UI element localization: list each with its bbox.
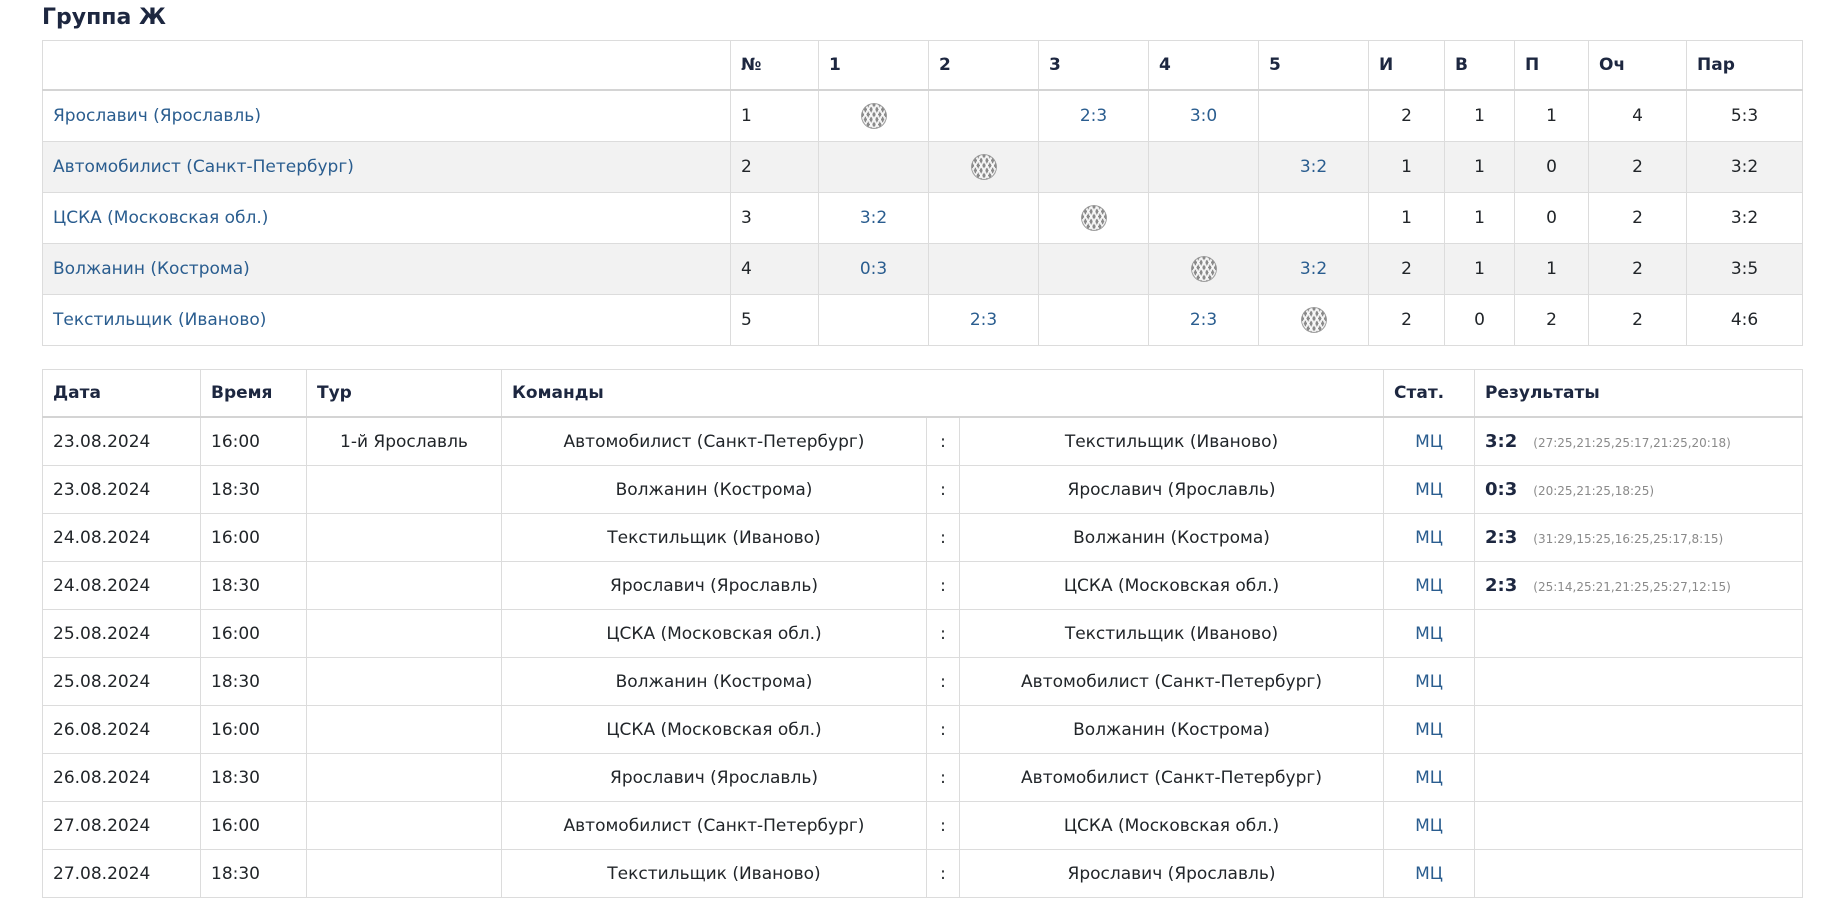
match-score-link[interactable]: 3:2 — [1259, 142, 1369, 193]
match-stat-link[interactable]: МЦ — [1384, 754, 1475, 802]
empty-cell — [819, 142, 929, 193]
standings-sets: 4:6 — [1687, 295, 1803, 346]
match-time: 16:00 — [201, 610, 307, 658]
empty-cell — [1259, 90, 1369, 142]
match-home-team: Текстильщик (Иваново) — [502, 514, 927, 562]
self-cell — [1149, 244, 1259, 295]
standings-header-col-2: 2 — [929, 41, 1039, 91]
team-link[interactable]: Текстильщик (Иваново) — [43, 295, 731, 346]
match-away-team: Ярославич (Ярославль) — [960, 466, 1384, 514]
standings-header-col-5: 5 — [1259, 41, 1369, 91]
match-home-team: Автомобилист (Санкт-Петербург) — [502, 417, 927, 466]
team-link[interactable]: ЦСКА (Московская обл.) — [43, 193, 731, 244]
standings-won: 1 — [1445, 142, 1515, 193]
match-set-scores: (31:29,15:25,16:25,25:17,8:15) — [1533, 532, 1724, 546]
standings-header-won: В — [1445, 41, 1515, 91]
standings-lost: 0 — [1515, 193, 1589, 244]
match-home-team: ЦСКА (Московская обл.) — [502, 706, 927, 754]
empty-cell — [929, 193, 1039, 244]
match-time: 16:00 — [201, 706, 307, 754]
match-home-team: Ярославич (Ярославль) — [502, 562, 927, 610]
standings-points: 2 — [1589, 244, 1687, 295]
match-away-team: ЦСКА (Московская обл.) — [960, 562, 1384, 610]
match-time: 18:30 — [201, 466, 307, 514]
match-date: 23.08.2024 — [43, 417, 201, 466]
standings-points: 4 — [1589, 90, 1687, 142]
self-cell — [819, 90, 929, 142]
match-separator: : — [927, 417, 960, 466]
standings-sets: 3:2 — [1687, 193, 1803, 244]
match-stat-link[interactable]: МЦ — [1384, 610, 1475, 658]
match-home-team: Текстильщик (Иваново) — [502, 850, 927, 898]
matches-header-tour: Тур — [307, 370, 502, 418]
standings-row — [43, 142, 1803, 193]
match-tour — [307, 562, 502, 610]
match-stat-link[interactable]: МЦ — [1384, 658, 1475, 706]
standings-lost: 1 — [1515, 244, 1589, 295]
match-stat-link[interactable]: МЦ — [1384, 850, 1475, 898]
match-away-team: Волжанин (Кострома) — [960, 514, 1384, 562]
match-score: 0:3 — [1485, 479, 1518, 500]
match-away-team: Автомобилист (Санкт-Петербург) — [960, 658, 1384, 706]
standings-points: 2 — [1589, 142, 1687, 193]
match-away-team: Текстильщик (Иваново) — [960, 610, 1384, 658]
empty-cell — [929, 244, 1039, 295]
match-stat-link[interactable]: МЦ — [1384, 706, 1475, 754]
match-away-team: Текстильщик (Иваново) — [960, 417, 1384, 466]
match-stat-link[interactable]: МЦ — [1384, 562, 1475, 610]
match-time: 18:30 — [201, 658, 307, 706]
match-score: 2:3 — [1485, 527, 1518, 548]
matches-header-row — [43, 370, 1803, 418]
empty-cell — [1039, 244, 1149, 295]
team-link[interactable]: Автомобилист (Санкт-Петербург) — [43, 142, 731, 193]
match-separator: : — [927, 802, 960, 850]
empty-cell — [929, 90, 1039, 142]
match-row — [43, 514, 1803, 562]
standings-header-col-1: 1 — [819, 41, 929, 91]
match-date: 24.08.2024 — [43, 562, 201, 610]
match-score-link[interactable]: 2:3 — [1149, 295, 1259, 346]
empty-cell — [1149, 142, 1259, 193]
matches-header-stat: Стат. — [1384, 370, 1475, 418]
standings-points: 2 — [1589, 295, 1687, 346]
match-result — [1475, 850, 1803, 898]
match-score-link[interactable]: 2:3 — [1039, 90, 1149, 142]
match-result — [1475, 754, 1803, 802]
match-tour — [307, 802, 502, 850]
match-result — [1475, 562, 1803, 610]
team-link[interactable]: Ярославич (Ярославль) — [43, 90, 731, 142]
standings-won: 1 — [1445, 244, 1515, 295]
match-row — [43, 417, 1803, 466]
team-number: 3 — [731, 193, 819, 244]
standings-won: 1 — [1445, 90, 1515, 142]
match-separator: : — [927, 610, 960, 658]
standings-header-played: И — [1369, 41, 1445, 91]
standings-body — [43, 90, 1803, 346]
standings-header-points: Оч — [1589, 41, 1687, 91]
standings-sets: 3:5 — [1687, 244, 1803, 295]
match-set-scores: (25:14,25:21,21:25,25:27,12:15) — [1533, 580, 1731, 594]
match-date: 26.08.2024 — [43, 754, 201, 802]
match-row — [43, 562, 1803, 610]
match-tour — [307, 466, 502, 514]
match-stat-link[interactable]: МЦ — [1384, 466, 1475, 514]
match-row — [43, 658, 1803, 706]
matches-header-time: Время — [201, 370, 307, 418]
volleyball-icon — [861, 103, 887, 129]
empty-cell — [1259, 193, 1369, 244]
standings-header-sets: Пар — [1687, 41, 1803, 91]
match-away-team: Автомобилист (Санкт-Петербург) — [960, 754, 1384, 802]
empty-cell — [1039, 142, 1149, 193]
match-row — [43, 466, 1803, 514]
standings-played: 1 — [1369, 142, 1445, 193]
match-tour — [307, 658, 502, 706]
volleyball-icon — [1081, 205, 1107, 231]
match-date: 23.08.2024 — [43, 466, 201, 514]
match-result — [1475, 706, 1803, 754]
standings-table — [42, 40, 1803, 346]
match-tour: 1-й Ярославль — [307, 417, 502, 466]
team-number: 4 — [731, 244, 819, 295]
match-set-scores: (20:25,21:25,18:25) — [1533, 484, 1655, 498]
match-time: 16:00 — [201, 514, 307, 562]
group-title: Группа Ж — [42, 5, 166, 30]
match-row — [43, 850, 1803, 898]
match-date: 27.08.2024 — [43, 802, 201, 850]
standings-played: 2 — [1369, 244, 1445, 295]
match-result — [1475, 802, 1803, 850]
match-separator: : — [927, 706, 960, 754]
match-separator: : — [927, 850, 960, 898]
team-number: 1 — [731, 90, 819, 142]
match-score-link[interactable]: 2:3 — [929, 295, 1039, 346]
team-number: 2 — [731, 142, 819, 193]
team-link[interactable]: Волжанин (Кострома) — [43, 244, 731, 295]
match-date: 25.08.2024 — [43, 658, 201, 706]
match-score-link[interactable]: 3:2 — [819, 193, 929, 244]
empty-cell — [1039, 295, 1149, 346]
match-score-link[interactable]: 3:0 — [1149, 90, 1259, 142]
match-row — [43, 802, 1803, 850]
match-home-team: Автомобилист (Санкт-Петербург) — [502, 802, 927, 850]
match-row — [43, 754, 1803, 802]
standings-played: 1 — [1369, 193, 1445, 244]
match-result — [1475, 466, 1803, 514]
match-set-scores: (27:25,21:25,25:17,21:25,20:18) — [1533, 436, 1731, 450]
match-tour — [307, 754, 502, 802]
standings-row — [43, 244, 1803, 295]
match-tour — [307, 850, 502, 898]
standings-row — [43, 193, 1803, 244]
match-date: 27.08.2024 — [43, 850, 201, 898]
standings-lost: 2 — [1515, 295, 1589, 346]
match-date: 24.08.2024 — [43, 514, 201, 562]
standings-header-col-3: 3 — [1039, 41, 1149, 91]
standings-lost: 1 — [1515, 90, 1589, 142]
standings-sets: 5:3 — [1687, 90, 1803, 142]
group-section — [42, 0, 1802, 898]
standings-row — [43, 295, 1803, 346]
self-cell — [1039, 193, 1149, 244]
match-time: 16:00 — [201, 802, 307, 850]
match-tour — [307, 610, 502, 658]
match-stat-link[interactable]: МЦ — [1384, 514, 1475, 562]
empty-cell — [1149, 193, 1259, 244]
self-cell — [1259, 295, 1369, 346]
match-home-team: Ярославич (Ярославль) — [502, 754, 927, 802]
match-time: 16:00 — [201, 417, 307, 466]
matches-header-results: Результаты — [1475, 370, 1803, 418]
volleyball-icon — [1191, 256, 1217, 282]
matches-header-date: Дата — [43, 370, 201, 418]
match-date: 26.08.2024 — [43, 706, 201, 754]
match-tour — [307, 706, 502, 754]
match-time: 18:30 — [201, 562, 307, 610]
match-row — [43, 706, 1803, 754]
match-away-team: Волжанин (Кострома) — [960, 706, 1384, 754]
match-tour — [307, 514, 502, 562]
matches-body — [43, 417, 1803, 898]
match-date: 25.08.2024 — [43, 610, 201, 658]
team-number: 5 — [731, 295, 819, 346]
match-home-team: ЦСКА (Московская обл.) — [502, 610, 927, 658]
standings-sets: 3:2 — [1687, 142, 1803, 193]
match-result — [1475, 514, 1803, 562]
match-home-team: Волжанин (Кострома) — [502, 658, 927, 706]
self-cell — [929, 142, 1039, 193]
standings-lost: 0 — [1515, 142, 1589, 193]
match-score-link[interactable]: 0:3 — [819, 244, 929, 295]
match-stat-link[interactable]: МЦ — [1384, 802, 1475, 850]
match-away-team: ЦСКА (Московская обл.) — [960, 802, 1384, 850]
standings-header-team — [43, 41, 731, 91]
standings-header-num: № — [731, 41, 819, 91]
match-result — [1475, 658, 1803, 706]
match-row — [43, 610, 1803, 658]
match-score: 2:3 — [1485, 575, 1518, 596]
standings-won: 1 — [1445, 193, 1515, 244]
match-home-team: Волжанин (Кострома) — [502, 466, 927, 514]
match-stat-link[interactable]: МЦ — [1384, 417, 1475, 466]
match-result — [1475, 417, 1803, 466]
match-separator: : — [927, 466, 960, 514]
standings-points: 2 — [1589, 193, 1687, 244]
match-separator: : — [927, 562, 960, 610]
match-result — [1475, 610, 1803, 658]
match-separator: : — [927, 514, 960, 562]
match-score: 3:2 — [1485, 431, 1518, 452]
standings-header-col-4: 4 — [1149, 41, 1259, 91]
empty-cell — [819, 295, 929, 346]
match-time: 18:30 — [201, 754, 307, 802]
volleyball-icon — [1301, 307, 1327, 333]
match-separator: : — [927, 658, 960, 706]
standings-row — [43, 90, 1803, 142]
match-time: 18:30 — [201, 850, 307, 898]
match-score-link[interactable]: 3:2 — [1259, 244, 1369, 295]
standings-played: 2 — [1369, 295, 1445, 346]
standings-header-lost: П — [1515, 41, 1589, 91]
matches-table — [42, 369, 1803, 898]
standings-played: 2 — [1369, 90, 1445, 142]
matches-header-teams: Команды — [502, 370, 1384, 418]
standings-won: 0 — [1445, 295, 1515, 346]
volleyball-icon — [971, 154, 997, 180]
standings-header-row — [43, 41, 1803, 91]
match-away-team: Ярославич (Ярославль) — [960, 850, 1384, 898]
match-separator: : — [927, 754, 960, 802]
